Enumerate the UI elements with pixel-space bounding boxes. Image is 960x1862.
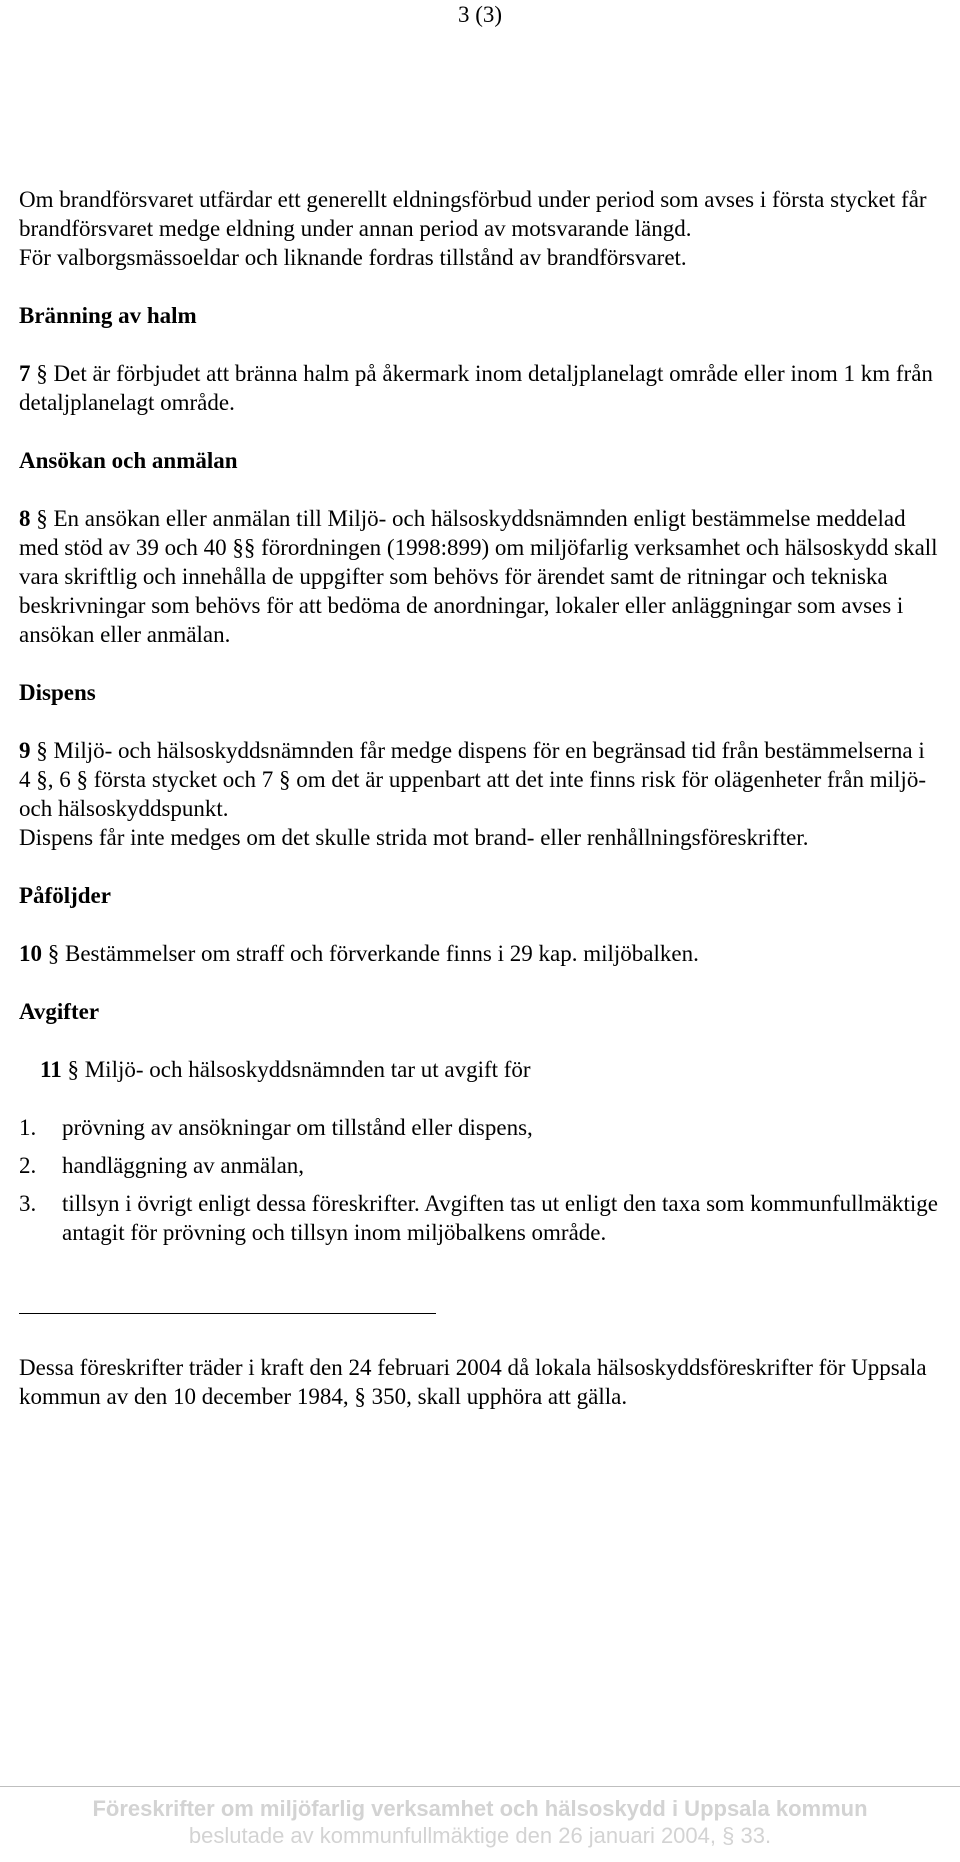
section-heading-11: Avgifter xyxy=(19,999,100,1024)
section-number: 11 xyxy=(40,1057,62,1082)
intro-paragraph-1: Om brandförsvaret utfärdar ett generellt eldningsförbud under period som avses i första stycket får brandförsvaret medge eldning under annan period av motsvarande längd. xyxy=(19,187,927,241)
closing-body-a: Dessa föreskrifter träder i kraft den 24 februari 2004 då lokala hälsoskyddsföreskrifter för Uppsala kommun av den 10 december 1984, xyxy=(19,1355,927,1409)
section-11-body: Miljö- och hälsoskyddsnämnden tar ut avgift för xyxy=(84,1057,531,1082)
list-item-number: 2. xyxy=(19,1153,37,1178)
paragraph-sign-icon: § xyxy=(67,1057,79,1082)
section-9-body-c: första stycket och 7 xyxy=(93,767,274,792)
paragraph-sign-icon: § xyxy=(36,738,48,763)
section-9-body-d: om det är uppenbart att det inte finns risk för olägenheter från miljö- och hälsoskyddspunkt. xyxy=(19,767,926,821)
section-8-text xyxy=(19,504,939,649)
section-10-text xyxy=(19,939,939,968)
page-footer xyxy=(0,1786,960,1849)
section-number: 7 xyxy=(19,361,31,386)
section-8-body-a: En ansökan eller anmälan till Miljö- och hälsoskyddsnämnden enligt bestämmelse meddelad med stöd av 39 och 40 xyxy=(19,506,906,560)
paragraph-sign-icon: § xyxy=(76,767,88,792)
paragraph-sign-icon: § xyxy=(36,361,48,386)
fee-list xyxy=(19,1113,939,1247)
page-number: 3 (3) xyxy=(457,2,503,27)
section-heading-7: Bränning av halm xyxy=(19,303,197,328)
list-item xyxy=(19,1189,939,1247)
section-heading-8: Ansökan och anmälan xyxy=(19,448,238,473)
paragraph-sign-icon: § xyxy=(722,1823,735,1848)
horizontal-rule xyxy=(19,1313,436,1314)
document-body xyxy=(19,185,939,1411)
section-9-text xyxy=(19,736,939,823)
section-10-body: Bestämmelser om straff och förverkande finns i 29 kap. miljöbalken. xyxy=(65,941,699,966)
footer-decision xyxy=(0,1822,960,1849)
paragraph-sign-icon: § xyxy=(278,767,291,792)
paragraph-sign-icon: § xyxy=(36,506,48,531)
list-item-text: handläggning av anmälan, xyxy=(62,1153,305,1178)
section-number: 9 xyxy=(19,738,31,763)
section-9-body-a: Miljö- och hälsoskyddsnämnden får medge dispens för en begränsad tid från bestämmelserna i 4 xyxy=(19,738,925,792)
section-7-text xyxy=(19,359,939,417)
list-item-number: 3. xyxy=(19,1191,37,1216)
section-number: 8 xyxy=(19,506,31,531)
paragraph-sign-icon: §§ xyxy=(232,535,256,560)
closing-paragraph xyxy=(19,1353,939,1411)
section-8-body-b: förordningen (1998:899) om miljöfarlig verksamhet och hälsoskydd skall vara skriftlig och innehålla de uppgifter som behövs för ärendet samt de ritningar och tekniska beskrivningar som behövs för att bedöma de anordningar, lokaler eller anläggningar som avses i ansökan eller anmälan. xyxy=(19,535,938,647)
section-7-body: Det är förbjudet att bränna halm på åkermark inom detaljplanelagt område eller inom 1 km från detaljplanelagt område. xyxy=(19,361,933,415)
list-item-number: 1. xyxy=(19,1115,37,1140)
list-item xyxy=(19,1113,939,1142)
footer-decision-b: 33. xyxy=(740,1823,772,1848)
section-11-text xyxy=(19,1055,939,1084)
footer-title: Föreskrifter om miljöfarlig verksamhet och hälsoskydd i Uppsala kommun xyxy=(92,1796,868,1821)
section-heading-10: Påföljder xyxy=(19,883,111,908)
list-item xyxy=(19,1151,939,1180)
footer-decision-a: beslutade av kommunfullmäktige den 26 januari 2004, xyxy=(188,1823,716,1848)
section-heading-9: Dispens xyxy=(19,680,96,705)
list-item-text: prövning av ansökningar om tillstånd eller dispens, xyxy=(62,1115,533,1140)
paragraph-sign-icon: § xyxy=(36,767,48,792)
list-item-text: tillsyn i övrigt enligt dessa föreskrifter. Avgiften tas ut enligt den taxa som kommunfullmäktige antagit för prövning och tillsyn inom miljöbalkens område. xyxy=(62,1191,938,1245)
section-9-body-b: , 6 xyxy=(47,767,71,792)
section-number: 10 xyxy=(19,941,42,966)
paragraph-sign-icon: § xyxy=(47,941,60,966)
intro-paragraph-2: För valborgsmässoeldar och liknande fordras tillstånd av brandförsvaret. xyxy=(19,245,687,270)
closing-body-b: 350, skall upphöra att gälla. xyxy=(371,1384,628,1409)
section-9-dispens-note: Dispens får inte medges om det skulle strida mot brand- eller renhållningsföreskrifter. xyxy=(19,825,809,850)
paragraph-sign-icon: § xyxy=(354,1384,366,1409)
